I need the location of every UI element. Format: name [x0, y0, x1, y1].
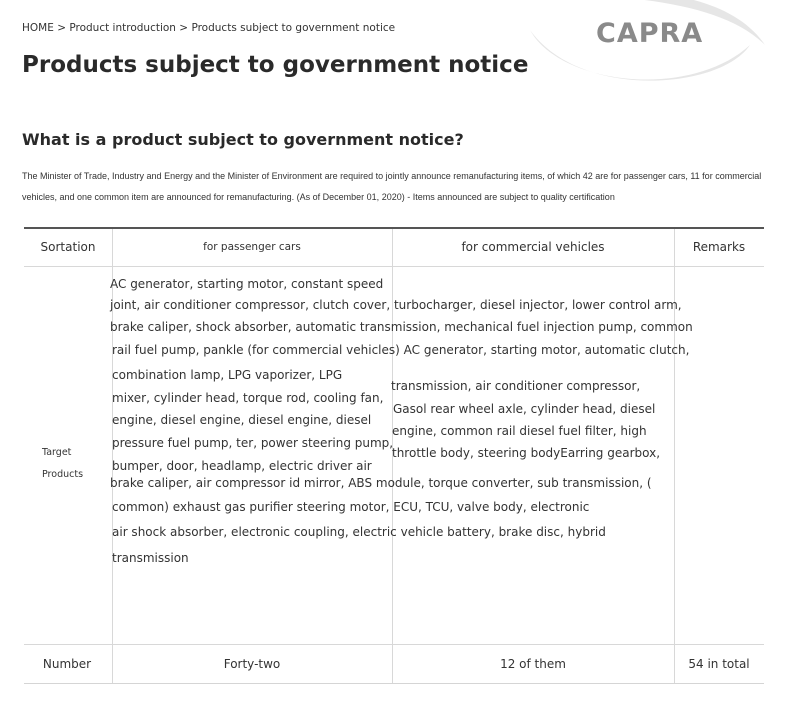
- passenger-products-line: combination lamp, LPG vaporizer, LPG: [112, 368, 343, 382]
- number-remarks: 54 in total: [688, 657, 750, 671]
- capra-logo[interactable]: CAPRA: [596, 18, 704, 49]
- commercial-products-line: Gasol rear wheel axle, cylinder head, diesel: [393, 402, 656, 416]
- commercial-products-line: transmission, air conditioner compressor,: [391, 379, 641, 393]
- breadcrumb: [22, 22, 395, 34]
- passenger-products-line: bumper, door, headlamp, electric driver air: [112, 459, 372, 473]
- passenger-products-line: engine, diesel engine, diesel engine, diesel: [112, 413, 372, 427]
- section-title: What is a product subject to government notice?: [22, 130, 464, 149]
- breadcrumb-separator: >: [175, 22, 192, 34]
- header-remarks: Remarks: [692, 240, 746, 254]
- commercial-products-line: engine, common rail diesel fuel filter, high: [392, 424, 647, 438]
- number-label: Number: [42, 657, 92, 671]
- capra-logo-swoosh: [520, 0, 780, 110]
- products-table: [24, 227, 764, 684]
- passenger-products-line: air shock absorber, electronic coupling, electric vehicle battery, brake disc, hybrid: [112, 525, 606, 539]
- passenger-products-line: mixer, cylinder head, torque rod, cooling fan,: [112, 391, 384, 405]
- page-title: Products subject to government notice: [22, 52, 529, 78]
- number-commercial-vehicles: 12 of them: [500, 657, 566, 671]
- breadcrumb-separator: >: [53, 22, 70, 34]
- passenger-products-line: brake caliper, air compressor id mirror, ABS module, torque converter, sub transmission, (: [110, 476, 652, 490]
- intro-paragraph: The Minister of Trade, Industry and Energy and the Minister of Environment are required to jointly announce remanufacturing items, of which 42 are for passenger cars, 11 for commercial vehicles, and one common item are announced for remanufacturing. (As of December 01, 2020) - Items announced are subject to quality certification: [22, 171, 762, 202]
- passenger-products-line: joint, air conditioner compressor, clutch cover, turbocharger, diesel injector, lower control arm,: [110, 298, 682, 312]
- passenger-products-line: transmission: [112, 551, 189, 565]
- target-products-label: Target: [42, 447, 72, 458]
- passenger-products-line: common) exhaust gas purifier steering motor, ECU, TCU, valve body, electronic: [112, 500, 590, 514]
- number-passenger-cars: Forty-two: [223, 657, 281, 671]
- breadcrumb-product-introduction[interactable]: Product introduction: [69, 22, 176, 34]
- commercial-products-line: throttle body, steering bodyEarring gearbox,: [392, 446, 661, 460]
- row-divider: [24, 266, 764, 267]
- header-passenger-cars: for passenger cars: [203, 241, 301, 253]
- breadcrumb-home[interactable]: HOME: [22, 22, 54, 34]
- passenger-products-line: brake caliper, shock absorber, automatic transmission, mechanical fuel injection pump, common: [110, 320, 693, 334]
- passenger-products-line: pressure fuel pump, ter, power steering pump,: [112, 436, 394, 450]
- header-commercial-vehicles: for commercial vehicles: [461, 240, 605, 254]
- breadcrumb-current[interactable]: Products subject to government notice: [191, 22, 396, 34]
- passenger-products-line: AC generator, starting motor, constant speed: [110, 277, 384, 291]
- header-sortation: Sortation: [40, 240, 96, 254]
- target-products-label: Products: [42, 469, 84, 480]
- passenger-products-line: rail fuel pump, pankle (for commercial vehicles) AC generator, starting motor, automatic clutch,: [112, 343, 690, 357]
